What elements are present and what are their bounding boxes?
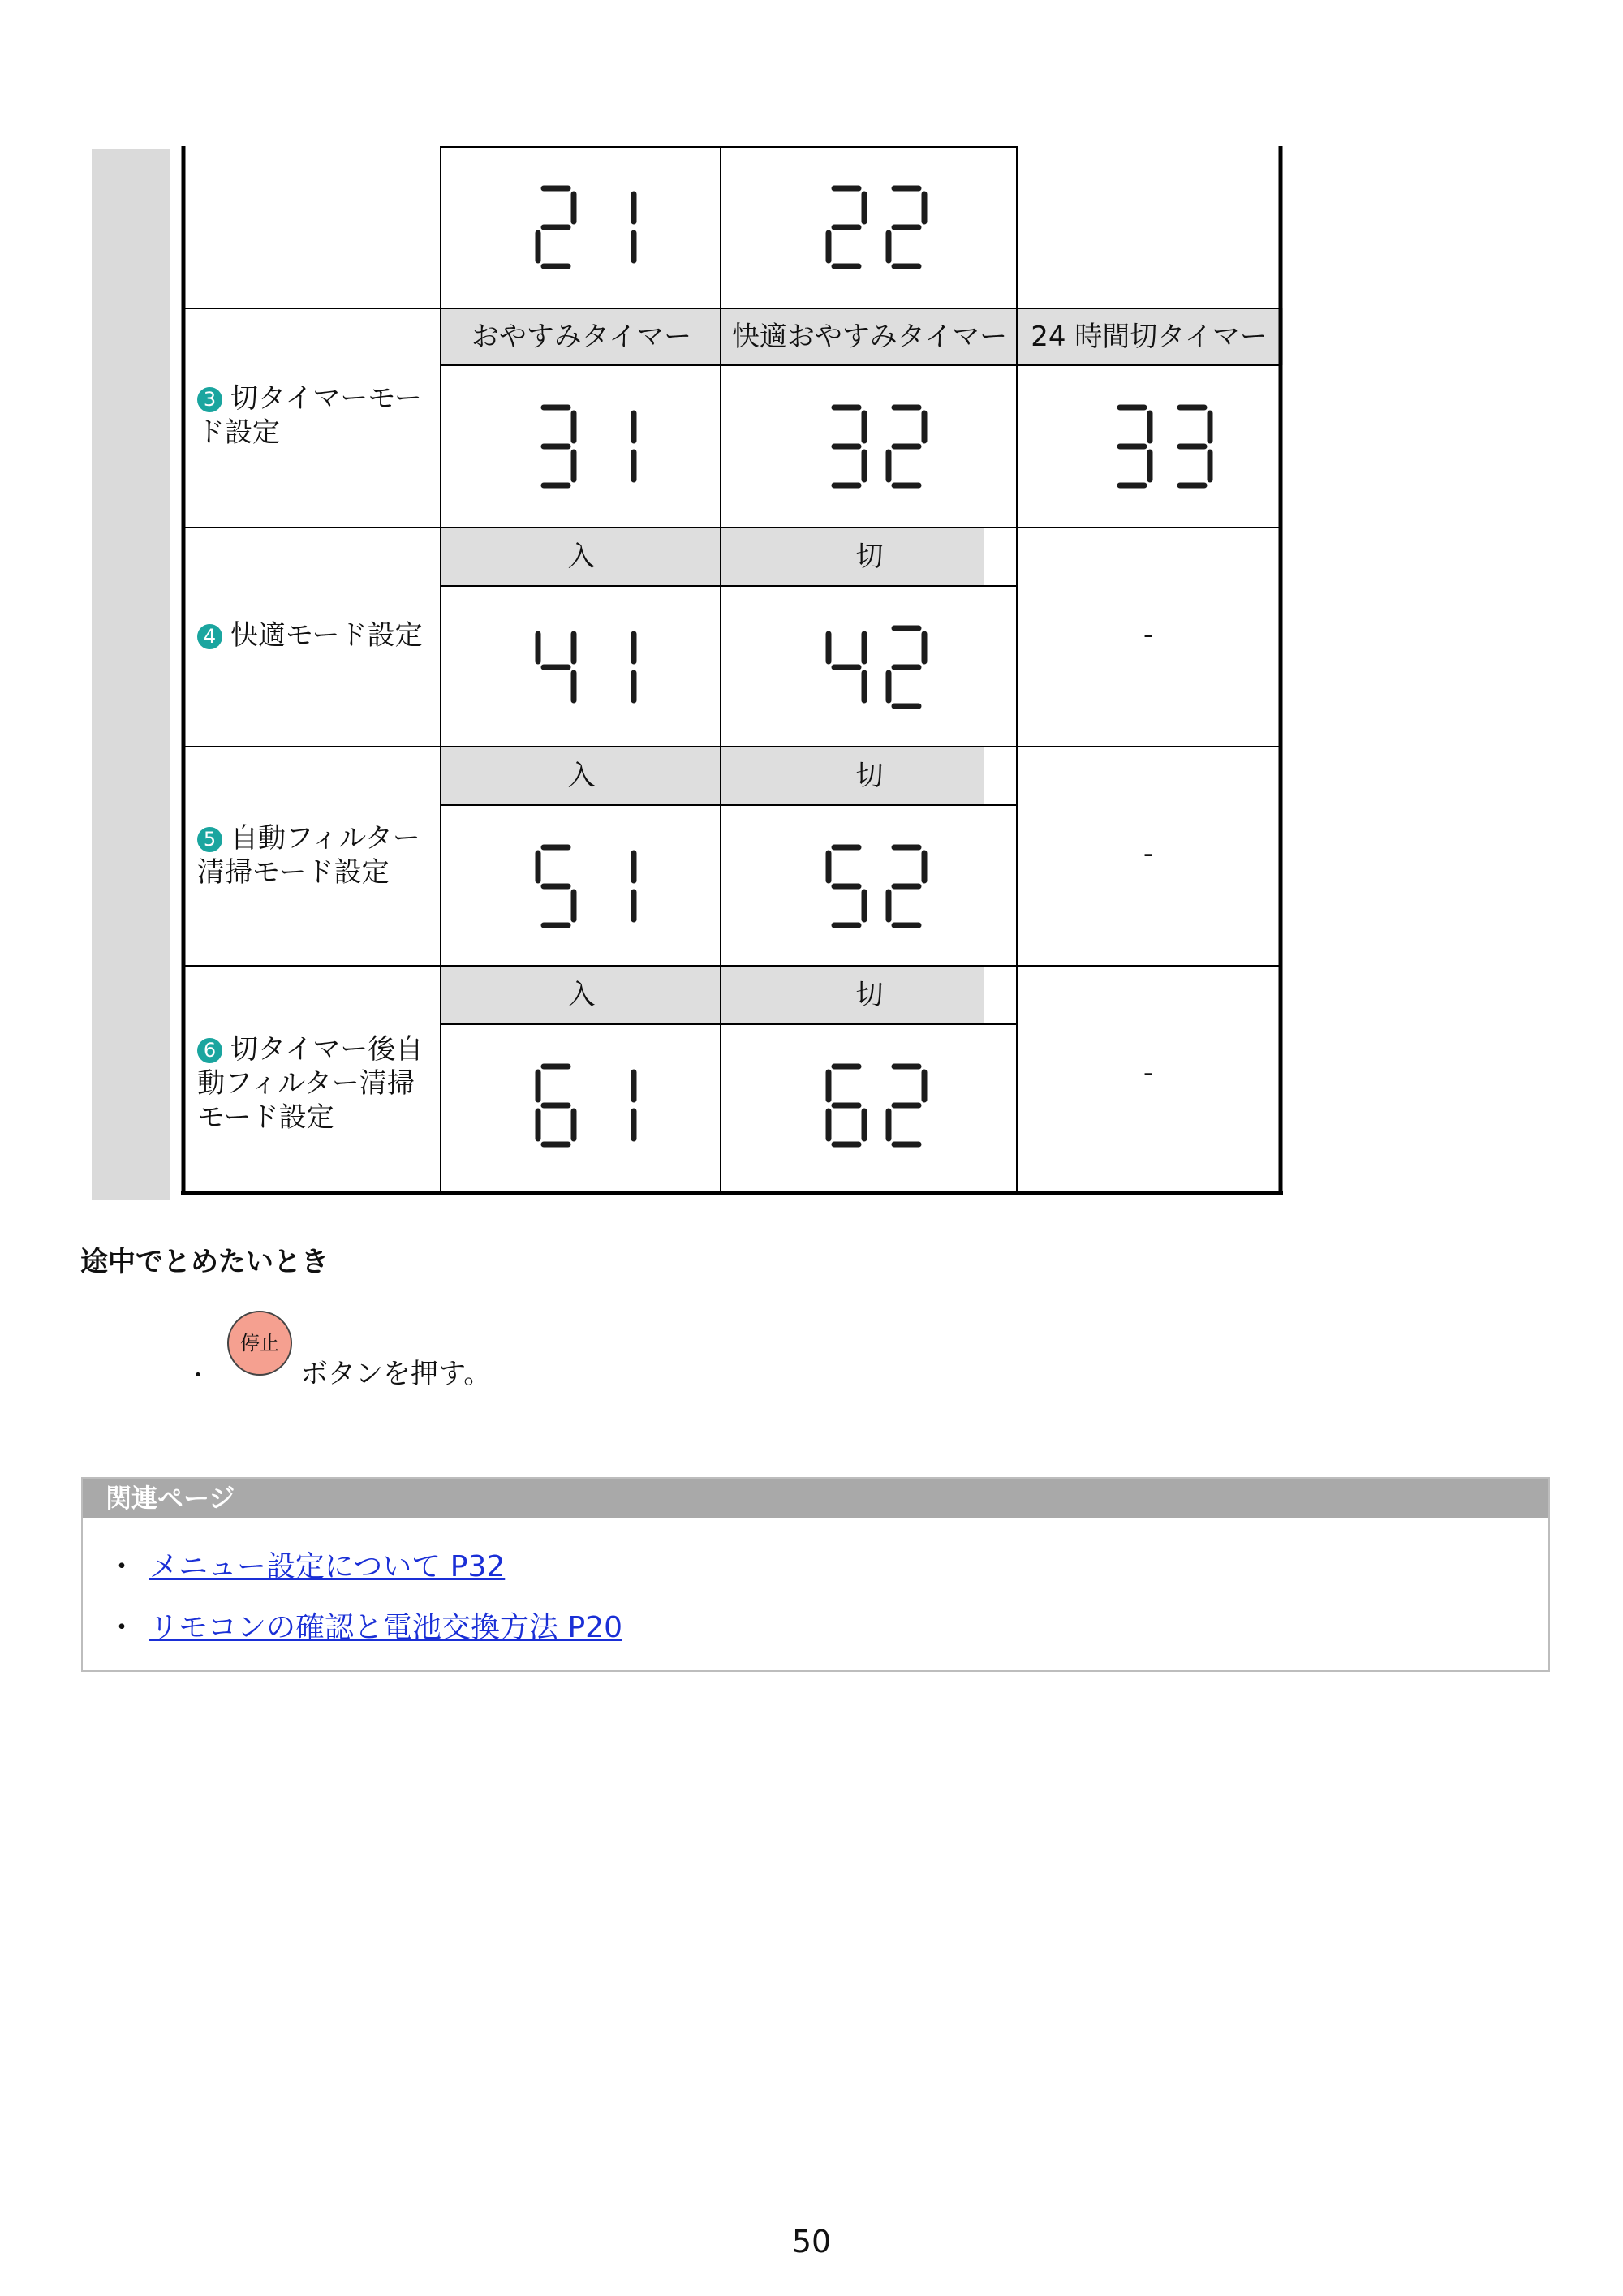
related-link-item bbox=[107, 1605, 622, 1646]
header-on: 入 bbox=[567, 541, 596, 573]
section-side-bar bbox=[92, 149, 170, 1200]
stop-instruction-text: ボタンを押す。 bbox=[300, 1358, 492, 1390]
step-badge: 6 bbox=[197, 1038, 222, 1063]
not-applicable-dash: - bbox=[1143, 618, 1154, 651]
bullet: ・ bbox=[187, 1362, 210, 1389]
related-pages-heading: 関連ページ bbox=[83, 1479, 1548, 1518]
display-code-32 bbox=[834, 407, 924, 485]
header-off: 切 bbox=[855, 760, 884, 792]
display-code-22 bbox=[829, 188, 924, 266]
not-applicable-dash: - bbox=[1143, 1057, 1154, 1089]
display-code-61 bbox=[538, 1066, 634, 1144]
header-off: 切 bbox=[855, 541, 884, 573]
display-code-42 bbox=[829, 628, 924, 706]
related-pages-box bbox=[81, 1477, 1550, 1672]
stop-instruction bbox=[187, 1311, 917, 1400]
display-code-21 bbox=[538, 188, 634, 266]
row-label-text: 快適モード設定 bbox=[230, 619, 423, 652]
row-label-text: 切タイマー後自動フィルター清掃モード設定 bbox=[197, 1033, 424, 1134]
header-on: 入 bbox=[567, 979, 596, 1011]
link-remote-battery[interactable]: リモコンの確認と電池交換方法 P20 bbox=[149, 1611, 622, 1644]
step-badge: 4 bbox=[197, 624, 222, 649]
not-applicable-dash: - bbox=[1143, 838, 1154, 870]
display-code-41 bbox=[538, 634, 634, 700]
display-code-51 bbox=[538, 847, 634, 925]
step-badge: 3 bbox=[197, 387, 222, 412]
settings-table bbox=[181, 146, 1283, 1201]
stop-button-icon bbox=[227, 1311, 292, 1376]
header-kaiteki-oyasumi-timer: 快適おやすみタイマー bbox=[731, 321, 1008, 353]
header-off: 切 bbox=[855, 979, 884, 1011]
row-label-text: 自動フィルター清掃モード設定 bbox=[197, 822, 420, 889]
step-badge: 5 bbox=[197, 827, 222, 852]
display-code-52 bbox=[829, 847, 924, 925]
page-number: 50 bbox=[791, 2224, 832, 2259]
row-label-comfort-mode bbox=[197, 618, 433, 653]
display-code-33 bbox=[1120, 407, 1210, 485]
header-oyasumi-timer: おやすみタイマー bbox=[471, 321, 692, 353]
header-on: 入 bbox=[567, 760, 596, 792]
row-label-off-timer-mode bbox=[197, 381, 433, 450]
display-code-31 bbox=[544, 407, 634, 485]
header-24h-off-timer: 24 時間切タイマー bbox=[1031, 321, 1268, 353]
stop-button-label: 停止 bbox=[240, 1332, 279, 1355]
display-code-62 bbox=[829, 1066, 924, 1144]
bullet: ・ bbox=[107, 1611, 137, 1644]
bullet: ・ bbox=[107, 1550, 137, 1583]
related-link-item bbox=[107, 1544, 505, 1585]
link-menu-settings[interactable]: メニュー設定について P32 bbox=[149, 1550, 506, 1583]
stop-section-title: 途中でとめたいとき bbox=[80, 1246, 329, 1278]
row-label-auto-filter-mode bbox=[197, 821, 433, 890]
row-label-text: 切タイマーモード設定 bbox=[197, 382, 422, 449]
row-label-after-timer-filter-mode bbox=[197, 1032, 433, 1135]
